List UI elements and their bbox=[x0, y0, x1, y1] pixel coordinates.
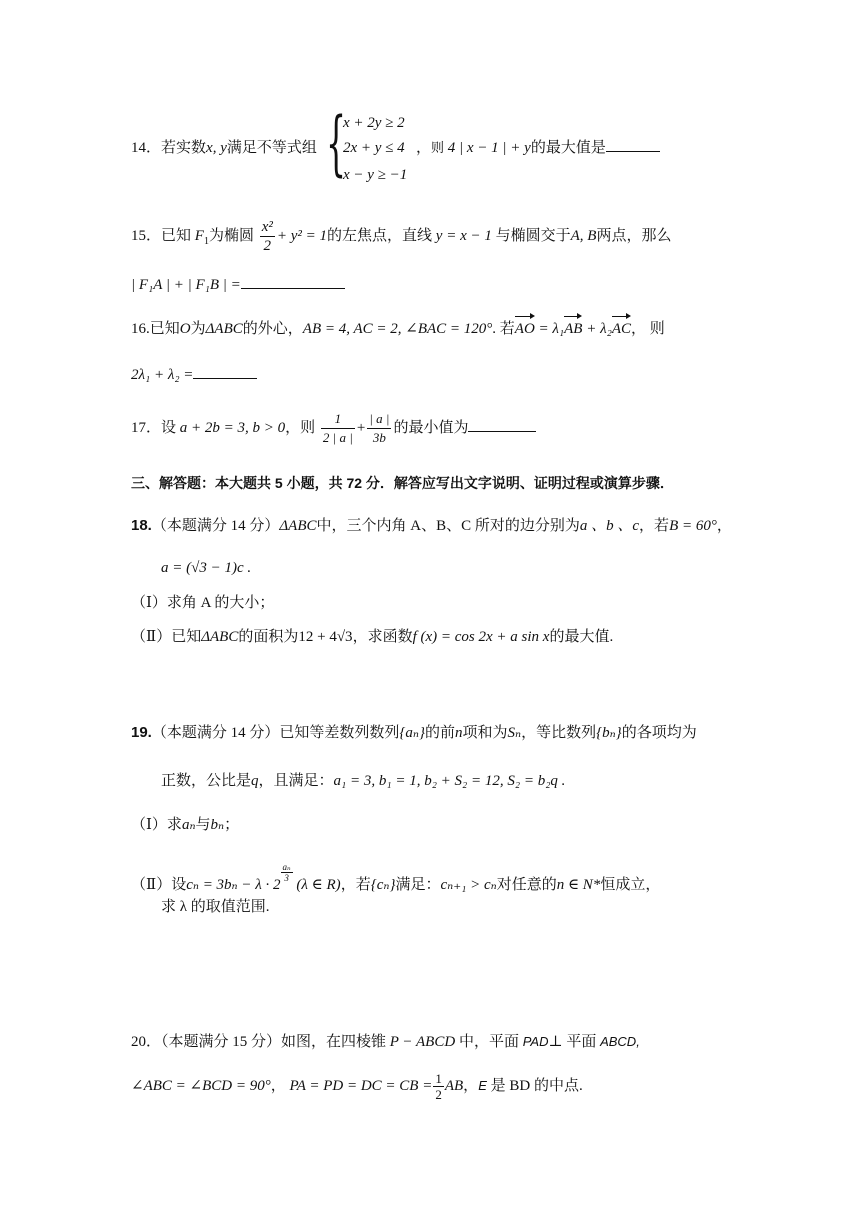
q19-sn: Sₙ bbox=[507, 725, 522, 741]
q19-part2-cn: cₙ = 3bₙ − λ · 2 bbox=[186, 877, 281, 893]
q19-part1-b: 与 bbox=[195, 817, 211, 833]
q15-text-d: 与椭圆交于 bbox=[495, 228, 571, 244]
q15-text-a: 已知 bbox=[161, 228, 192, 244]
q15-line2-expr: | F₁A | + | F₁B | = bbox=[131, 277, 241, 293]
q18-func: f (x) = cos 2x + a sin x bbox=[412, 629, 550, 645]
q14-text-b: 满足不等式组 bbox=[226, 140, 317, 156]
q16-cond: AB = 4, AC = 2, ∠BAC = 120° bbox=[302, 321, 493, 337]
q14-expr: 4 | x − 1 | + y bbox=[447, 140, 531, 156]
q17-plus: + bbox=[356, 420, 366, 436]
q18-tri: ΔABC bbox=[279, 518, 317, 534]
q20-solid: P − ABCD bbox=[389, 1034, 456, 1050]
q15-line2 bbox=[131, 274, 345, 296]
q14-ineq2: 2x + y ≤ 4 bbox=[343, 140, 405, 156]
q16-line2-expr: 2λ₁ + λ₂ = bbox=[131, 367, 194, 383]
q19-line2-b: ，且满足： bbox=[258, 773, 334, 789]
q14-ineq3: x − y ≥ −1 bbox=[343, 167, 408, 183]
q18-part2-b: 的面积为 bbox=[238, 629, 299, 645]
q16-text-d: . 若 bbox=[492, 321, 515, 337]
q20-perp: ⊥ 平面 bbox=[548, 1034, 597, 1050]
q18-text-b: ，若 bbox=[639, 518, 670, 534]
q18-comma: ， bbox=[716, 518, 732, 534]
q16-text-a: 已知 bbox=[149, 321, 180, 337]
q19-part2-n: n ∈ N* bbox=[556, 877, 601, 893]
q15-text-c: 的左焦点，直线 bbox=[327, 228, 433, 244]
q15-number: 15． bbox=[131, 228, 162, 244]
section3-heading: 三、解答题：本大题共 5 小题，共 72 分．解答应写出文字说明、证明过程或演算步骤． bbox=[131, 475, 674, 491]
q18-line1 bbox=[131, 515, 732, 537]
q19-part2-e: 恒成立， bbox=[600, 877, 661, 893]
q18-area: 12 + 4√3 bbox=[298, 629, 353, 645]
q20-ab: AB bbox=[444, 1078, 464, 1094]
q17-text-a: 设 bbox=[161, 420, 177, 436]
q20-line2-comma: ， bbox=[270, 1078, 286, 1094]
q19-part1-an: aₙ bbox=[181, 817, 196, 833]
q16-text-e: ， 则 bbox=[630, 321, 665, 337]
q19-text-c: 项和为 bbox=[462, 725, 508, 741]
q16-o: O bbox=[179, 321, 191, 337]
q18-part1: （Ⅰ）求角 A 的大小； bbox=[131, 595, 275, 611]
q18-cond: B = 60° bbox=[669, 518, 717, 534]
q19-part2-exp-den: 3 bbox=[284, 873, 289, 883]
q16-text-b: 为 bbox=[190, 321, 206, 337]
q19-text-b: 的前 bbox=[424, 725, 455, 741]
q14-text-c: 的最大值是 bbox=[530, 140, 606, 156]
q19-part2-ineq: cₙ₊₁ > cₙ bbox=[440, 877, 497, 893]
q19-bn: {bₙ} bbox=[596, 725, 622, 741]
q17-frac1-den: 2 | a | bbox=[322, 430, 353, 446]
q14-vars: x, y bbox=[206, 140, 227, 156]
q17-frac2 bbox=[367, 410, 391, 447]
q19-text-e: 的各项均为 bbox=[621, 725, 697, 741]
q15-ellipse-frac bbox=[260, 218, 275, 255]
q16-tri: ΔABC bbox=[205, 321, 243, 337]
q20-text-b: 中，平面 bbox=[458, 1034, 519, 1050]
q19-part2-exp-num: aₙ bbox=[282, 862, 291, 872]
q18-line2: a = (√3 − 1)c . bbox=[161, 560, 252, 576]
q19-line1 bbox=[131, 722, 697, 744]
q16-text-c: 的外心， bbox=[242, 321, 303, 337]
q15-text-b: 为椭圆 bbox=[208, 228, 254, 244]
q19-text-a: 已知等差数列数列 bbox=[279, 725, 400, 741]
q19-number: 19. bbox=[131, 724, 152, 741]
q19-line2-a: 正数，公比是 bbox=[161, 773, 252, 789]
q15-ellipse-den: 2 bbox=[263, 238, 272, 255]
q20-e: E bbox=[478, 1078, 487, 1093]
q18-number: 18. bbox=[131, 517, 152, 534]
q17-number: 17． bbox=[131, 420, 162, 436]
q15-text-e: 两点，那么 bbox=[596, 228, 672, 244]
q20-line2 bbox=[131, 1066, 583, 1106]
q14-text-a: 若实数 bbox=[161, 140, 207, 156]
q20-line2-b: ， bbox=[463, 1078, 479, 1094]
q19-part2-set: {cₙ} bbox=[370, 877, 396, 893]
q14-answer-blank bbox=[606, 137, 660, 152]
q19-text-d: ，等比数列 bbox=[521, 725, 597, 741]
q16-line1 bbox=[131, 318, 665, 340]
q18-part2 bbox=[131, 626, 613, 648]
q19-part2-b: ，若 bbox=[340, 877, 371, 893]
q18-part2-a: （Ⅱ）已知 bbox=[131, 629, 202, 645]
q20-line2-c: 是 BD 的中点. bbox=[490, 1078, 583, 1094]
q15-f1: F bbox=[194, 228, 204, 244]
q14-brace: { bbox=[326, 102, 347, 184]
q16-vec-ab: AB bbox=[564, 318, 582, 340]
q20-half-den: 2 bbox=[435, 1087, 442, 1103]
q15-f1-sub: 1 bbox=[203, 236, 209, 247]
q19-part2 bbox=[131, 862, 660, 896]
q16-number: 16. bbox=[131, 321, 150, 337]
q14-comma: ， bbox=[416, 140, 432, 156]
q18-part2-c: ，求函数 bbox=[352, 629, 413, 645]
q17-answer-blank bbox=[468, 417, 536, 432]
q19-part2-d: 对任意的 bbox=[496, 877, 557, 893]
q18-part2-tri: ΔABC bbox=[201, 629, 239, 645]
q17-text-b: ，则 bbox=[285, 420, 316, 436]
q17-cond: a + 2b = 3, b > 0 bbox=[179, 420, 286, 436]
q17-frac1-num: 1 bbox=[321, 410, 355, 429]
q15-answer-blank bbox=[241, 274, 345, 289]
q20-number: 20． bbox=[131, 1034, 162, 1050]
q19-an: {aₙ} bbox=[399, 725, 425, 741]
q16-vec-ao: AO bbox=[515, 318, 535, 340]
q19-part2-c: 满足： bbox=[395, 877, 441, 893]
q16-line2 bbox=[131, 364, 257, 386]
q16-vec-ac: AC bbox=[612, 318, 631, 340]
q15-line1 bbox=[131, 216, 671, 262]
q20-half-num: 1 bbox=[435, 1071, 442, 1087]
q20-half bbox=[433, 1071, 444, 1102]
q16-answer-blank bbox=[193, 364, 257, 379]
q20-angle: ∠ABC = ∠BCD = 90° bbox=[131, 1078, 271, 1094]
q14-line bbox=[131, 137, 317, 159]
q19-q: q bbox=[251, 773, 259, 789]
q20-plane2: ABCD, bbox=[600, 1034, 640, 1049]
q20-line1 bbox=[131, 1031, 640, 1053]
q20-eq: PA = PD = DC = CB = bbox=[289, 1078, 433, 1094]
q17-line bbox=[131, 408, 536, 448]
q15-ellipse-rest: + y² = 1 bbox=[276, 228, 328, 244]
q16-eq2: + λ₂ bbox=[586, 321, 612, 337]
q18-text-a: 中，三个内角 A、B、C 所对的边分别为 bbox=[316, 518, 580, 534]
q19-part1 bbox=[131, 814, 239, 836]
q16-eq1: = λ₁ bbox=[538, 321, 565, 337]
q14-then: 则 bbox=[431, 140, 445, 155]
q19-part2-line2: 求 λ 的取值范围. bbox=[161, 899, 270, 915]
q15-line-eq: y = x − 1 bbox=[435, 228, 492, 244]
q19-n: n bbox=[454, 725, 463, 741]
q19-points: （本题满分 14 分） bbox=[151, 725, 280, 741]
q14-tail bbox=[416, 137, 660, 159]
q20-plane1: PAD bbox=[522, 1034, 549, 1049]
q18-part2-d: 的最大值. bbox=[549, 629, 614, 645]
q17-frac1 bbox=[321, 410, 355, 447]
q14-number: 14． bbox=[131, 140, 162, 156]
q20-text: （本题满分 15 分）如图，在四棱锥 bbox=[161, 1034, 387, 1050]
q19-part2-exp bbox=[281, 862, 293, 883]
q17-text-c: 的最小值为 bbox=[393, 420, 469, 436]
q15-points: A, B bbox=[570, 228, 597, 244]
q14-ineq1: x + 2y ≥ 2 bbox=[343, 115, 405, 131]
q15-ellipse-num: x² bbox=[261, 219, 273, 236]
q17-frac2-num: | a | bbox=[367, 410, 391, 429]
q19-part1-bn: bₙ bbox=[210, 817, 225, 833]
q19-part1-a: （Ⅰ）求 bbox=[131, 817, 182, 833]
q19-line2 bbox=[161, 770, 565, 792]
q19-part2-a: （Ⅱ）设 bbox=[131, 877, 187, 893]
q19-line2-eq: a₁ = 3, b₁ = 1, b₂ + S₂ = 12, S₂ = b₂q . bbox=[333, 773, 566, 789]
q18-points: （本题满分 14 分） bbox=[151, 518, 280, 534]
q19-part1-c: ； bbox=[224, 817, 240, 833]
q19-part2-paren: (λ ∈ R) bbox=[296, 877, 341, 893]
q18-sides: a 、b 、c bbox=[579, 518, 640, 534]
q17-frac2-den: 3b bbox=[372, 430, 386, 446]
